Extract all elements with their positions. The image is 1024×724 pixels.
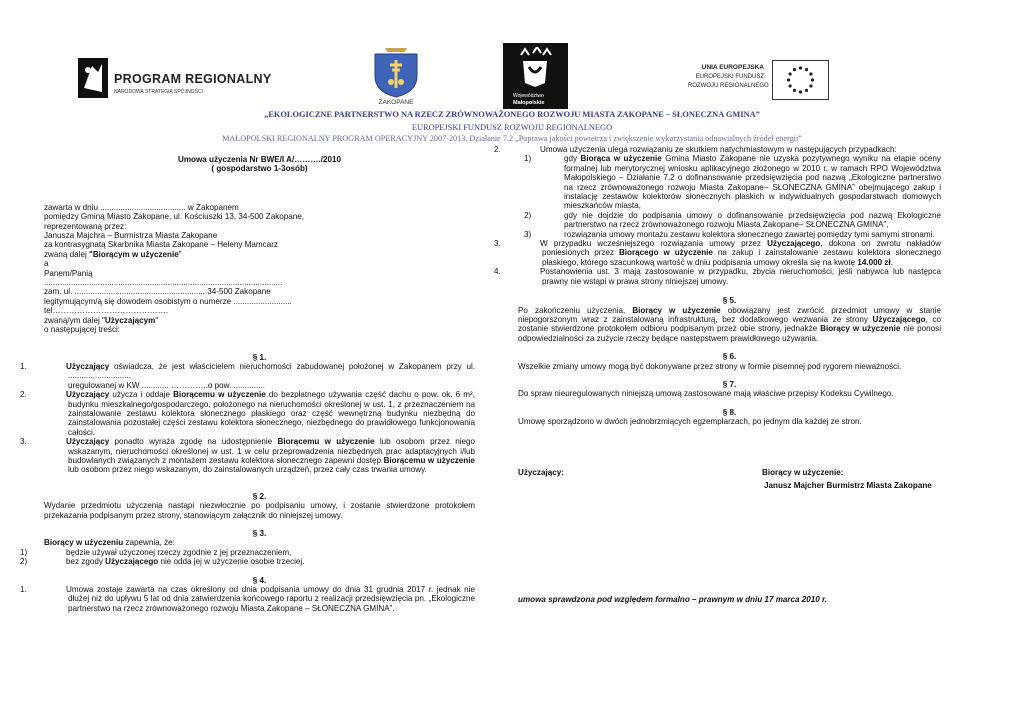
dots-line: .......................................................................................................... — [44, 278, 283, 288]
section-6-heading: § 6. — [722, 352, 737, 362]
termination-case-2 — [518, 211, 941, 230]
signature-borrower-name: Janusz Majcher Burmistrz Miasta Zakopane — [764, 481, 932, 490]
fund-line: EUROPEJSKI FUNDUSZ ROZWOJU REGIONALNEGO — [411, 123, 613, 132]
item-text: oświadcza, że jest właścicielem nieruchomości zabudowanej położonej w Zakopanem przy ul. ............................ — [68, 361, 475, 381]
item-bold: Użyczającego — [767, 239, 821, 249]
item-text: W przypadku wcześniejszego rozwiązania umowy przez — [540, 239, 768, 249]
item-bold: Użyczający — [66, 390, 110, 400]
section-3-item-1 — [20, 547, 475, 557]
malopolska-logo — [503, 43, 568, 109]
zakopane-coat-of-arms — [371, 46, 421, 108]
item-number: 3. — [20, 437, 27, 447]
intro-line-2: pomiędzy Gminą Miasto Zakopane, ul. Kościuszki 13, 34-500 Zakopane, — [44, 212, 305, 222]
program-regionalny-emblem-icon — [78, 58, 108, 98]
zakopane-shield-icon — [371, 46, 421, 98]
item-number: 1. — [20, 585, 27, 595]
eu-logo — [688, 60, 833, 102]
bold: Biorący w użyczenie — [820, 324, 901, 334]
text: obowiązany jest zwrócić przedmiot umowy w stanie niepogorszonym wraz z zainstalowaną infrastrukturą, bez dodatkowego wezwania ze strony — [518, 305, 941, 324]
item-text: Umowa zostaje zawarta na czas określony od dnia podpisania umowy do dnia 31 grudnia 2017 r. jednak nie dłużej niż do upływu 5 lat od dnia zatwierdzenia końcowego raportu z realizacji przedsięwzięcia pn. „Ekologiczne partnerstwo na rzecz zrównoważonego rozwoju Miasta Zakopane – SŁONECZNA GMINA”. — [66, 585, 475, 613]
item-text: lub osobom przez niego wskazanym, nieruchomości określonej w ust. 1 w celu przeprowadzenia niezbędnych prac adaptacyjnych i/lub budowlanych związanych z montażem zestawu kolektora słonecznego zapewni dostęp — [68, 437, 475, 465]
item-text: rozwiązania umowy montażu zestawu kolektora słonecznego zawartej pomiędzy tymi samymi stronami. — [564, 229, 935, 239]
termination-case-3 — [518, 230, 941, 239]
bold: Użyczającego — [872, 314, 926, 324]
eu-line1: UNIA EUROPEJSKA — [701, 64, 764, 71]
signature-lender-label: Użyczający: — [518, 468, 564, 477]
item-number: 2. — [494, 145, 501, 154]
section-3-intro-text: zapewnia, że: — [123, 538, 175, 548]
program-logo-subtitle: NARODOWA STRATEGIA SPÓJNOŚCI — [114, 89, 203, 95]
malopolska-emblem-icon — [515, 47, 555, 89]
section-1-item-1 — [20, 361, 475, 381]
signature-borrower-label: Biorący w użyczenie: — [762, 468, 844, 477]
id-line: legitymującym/ą się dowodem osobistym o numerze .......................... — [44, 296, 292, 306]
item-bold: Biorącemu w użyczenie — [173, 390, 266, 400]
item-bold: Biorącemu w użyczenie — [383, 455, 475, 465]
item-bold: Biorącego w użyczenie — [618, 248, 713, 258]
item-text: Postanowienia ust. 3 mają zastosowanie w przypadku, zbycia nieruchomości, jeśli nabywca lub następca prawny nie wstąpi w prawa strony niniejszej umowy. — [540, 267, 941, 286]
section-1-item-3 — [20, 437, 475, 475]
item-text: użycza i oddaje — [109, 390, 174, 400]
zwana-post: " — [178, 249, 182, 259]
right-column — [494, 145, 942, 427]
section-3-heading: § 3. — [252, 529, 267, 538]
contract-subtitle: ( gospodarstwo 1-3osób) — [211, 164, 308, 174]
item-number: 4. — [494, 267, 501, 277]
termination-item-3 — [494, 239, 942, 267]
eu-line2: EUROPEJSKI FUNDUSZ — [695, 74, 764, 80]
section-3-item-2 — [20, 557, 475, 567]
zwanym-pre: zwaną/ym dalej " — [44, 315, 105, 325]
intro-line-5: za kontrasygnatą Skarbnika Miasta Zakopane – Heleny Mamcarz — [44, 240, 278, 250]
item-text: Umowa użyczenia ulega rozwiązaniu ze skutkiem natychmiastowym w następujących przypadkach: — [540, 145, 897, 154]
item-text: , dokona on zwrotu nakładów poniesionych przez — [542, 239, 941, 258]
item-number: 1. — [20, 361, 27, 371]
termination-case-1 — [518, 154, 941, 210]
item-bold: Użyczającego — [105, 557, 159, 567]
termination-item-4 — [494, 267, 941, 286]
section-8-heading: § 8. — [722, 407, 737, 417]
item-text: na zakup i zainstalowanie zestawu kolektora słonecznego płaskiego, którego szacunkową wartość w dniu podpisania umowy określa się na kwotę — [542, 248, 942, 267]
item-text: . — [890, 257, 893, 267]
section-6-text: Wszelkie zmiany umowy mogą być dokonywane przez strony w formie pisemnej pod rygorem nieważności. — [518, 361, 902, 371]
section-7-text: Do spraw nieuregulowanych niniejszą umową zastosowane mają właściwe przepisy Kodeksu Cywilnego. — [518, 389, 894, 399]
item-text: nie odda jej w użyczenie osobie trzeciej. — [158, 557, 305, 567]
item-bold: Użyczający — [66, 361, 110, 371]
contract-title: Umowa użyczenia Nr BWE/I A/………./2010 — [178, 155, 341, 164]
and-line: a — [44, 259, 49, 269]
item-text: bez zgody — [66, 557, 106, 567]
zwanym-line — [44, 316, 475, 325]
zwanym-bold: Użyczającym — [104, 315, 156, 325]
item-text: Gmina Miasto Zakopane nie uzyska pozytywnego wyniku na etapie oceny formalnej lub merytorycznej wniosku aplikacyjnego złożonego w 2010 r. w ramach RPO Województwa Małopolskiego – Działanie 7.2 o dofinansowanie przedsięwzięcia pod nazwą „Ekologiczne partnerstwo na rzecz zrównoważonego rozwoju Miasta Zakopane– SŁONECZNA GMINA” obejmującego zakup i instalację zestawów kolektorów słonecznych płaskich w indywidualnych gospodarstwach domowych mieszkańców miasta, — [564, 154, 941, 211]
zwana-line — [44, 250, 475, 259]
item-text: gdy — [564, 154, 581, 164]
eu-flag-icon — [772, 60, 829, 100]
item-text: do bezpłatnego używania część dachu o pow. ok. 6 m², budynku mieszkalnego/gospodarczego, położonego na nieruchomości określonej w ust. 1, z przeznaczeniem na zainstalowanie zestawu kolektora słonecznego płaskiego oraz część wewnętrzną budynku niezbędną do zainstalowania pozostałej części zestawu kolektora słonecznego, niezbędnego do prawidłowego funkcjonowania całości. — [68, 390, 475, 437]
malopolska-caption-line2: Małopolskie — [513, 100, 545, 106]
section-4-item-1 — [20, 585, 475, 613]
zakopane-caption: ZAKOPANE — [378, 99, 414, 106]
item-bold: 14.000 zł — [857, 257, 891, 267]
tel-line: tel……………………………………. — [44, 306, 169, 316]
section-1-item-2 — [20, 390, 475, 437]
program-regionalny-logo — [78, 58, 278, 100]
project-title: „EKOLOGICZNE PARTNERSTWO NA RZECZ ZRÓWNOWAŻONEGO ROZWOJU MIASTA ZAKOPANE – SŁONECZNA GMINA” — [264, 110, 760, 119]
item-bold: Użyczający — [66, 437, 110, 447]
malopolska-caption-line1: Województwo — [513, 93, 544, 99]
left-column — [20, 155, 475, 613]
section-2-text: Wydanie przedmiotu użyczenia nastąpi niezwłocznie po podpisaniu umowy, i zostanie stwierdzone protokołem przekazania podpisanym przez strony, stanowiącym załącznik do niniejszej umowy. — [44, 501, 475, 520]
program-logo-title: PROGRAM REGIONALNY — [114, 72, 272, 86]
item-number: 1) — [524, 154, 532, 164]
item-text: gdy nie dojdzie do podpisania umowy o dofinansowanie przedsięwzięcia pod nazwą Ekologiczne partnerstwo na rzecz zrównoważonego rozwoju Miasta Zakopane– SŁONECZNA GMINA”, — [564, 210, 941, 230]
section-1-item-1-line-2: uregulowanej w KW ............ …………..o pow. .............. — [68, 380, 266, 390]
item-number: 2. — [20, 390, 27, 400]
intro-line-3: reprezentowaną przez: — [44, 221, 127, 231]
section-5-heading: § 5. — [722, 296, 737, 306]
eu-line3: ROZWOJU REGIONALNEGO — [688, 83, 769, 89]
program-line: MAŁOPOLSKI REGIONALNY PROGRAM OPERACYJNY 2007-2013, Działanie 7.2 „Poprawa jakości powietrza i zwiększenie wykorzystania odnawialnych źródeł energii” — [222, 134, 802, 143]
zwana-bold: "Biorącym w użyczenie — [89, 249, 179, 259]
following-content-line: o następującej treści: — [44, 325, 121, 335]
text: , co zostanie stwierdzone protokołem odbioru podpisanym przez obie strony, jednakże — [518, 314, 941, 334]
intro-line-1: zawarta w dniu ...................................... w Zakopanem — [44, 202, 239, 212]
section-7-heading: § 7. — [722, 379, 737, 389]
intro-line-4: Janusza Majchra – Burmistrza Miasta Zakopane — [44, 231, 218, 241]
zwanym-post: " — [155, 315, 159, 325]
section-1-heading: § 1. — [252, 352, 267, 362]
item-number: 1) — [20, 547, 28, 557]
item-number: 3. — [494, 239, 501, 249]
bold: Biorący w użyczenie — [632, 305, 721, 315]
item-text: ponadto wyraża zgodę na udostępnienie — [109, 437, 278, 447]
section-2-heading: § 2. — [252, 491, 267, 501]
item-number: 2) — [20, 557, 28, 567]
item-bold: Biorąca w użyczenie — [580, 154, 662, 164]
item-text: będzie używał użyczonej rzeczy zgodnie z jej przeznaczeniem, — [66, 547, 292, 557]
termination-item-2 — [494, 145, 941, 154]
section-3-intro — [44, 538, 475, 547]
panem-line: Panem/Panią — [44, 268, 93, 278]
text: Po zakończeniu użyczenia, — [518, 305, 633, 315]
legal-check-note: umowa sprawdzona pod względem formalno – prawnym w dniu 17 marca 2010 r. — [518, 595, 827, 604]
section-4-heading: § 4. — [252, 575, 267, 585]
item-text: lub osobom przez niego wskazanym, do zainstalowanych urządzeń, przez cały czas trwania umowy. — [68, 465, 427, 475]
item-number: 2) — [524, 210, 532, 220]
section-5-text — [518, 306, 941, 344]
zwana-pre: zwaną dalej — [44, 249, 89, 259]
section-3-bold: Biorący w użyczeniu — [44, 538, 124, 548]
item-number: 3) — [524, 229, 532, 239]
item-bold: Biorącemu w użyczenie — [277, 437, 375, 447]
section-8-text: Umowę sporządzono w dwóch jednobrzmiących egzemplarzach, po jednym dla każdej ze stron. — [518, 417, 862, 427]
address-line: zam. ul. ........................................................., 34-500 Zakopane — [44, 287, 271, 297]
text: nie ponosi odpowiedzialności za zużycie rzeczy będące następstwem prawidłowego używania. — [518, 324, 941, 343]
